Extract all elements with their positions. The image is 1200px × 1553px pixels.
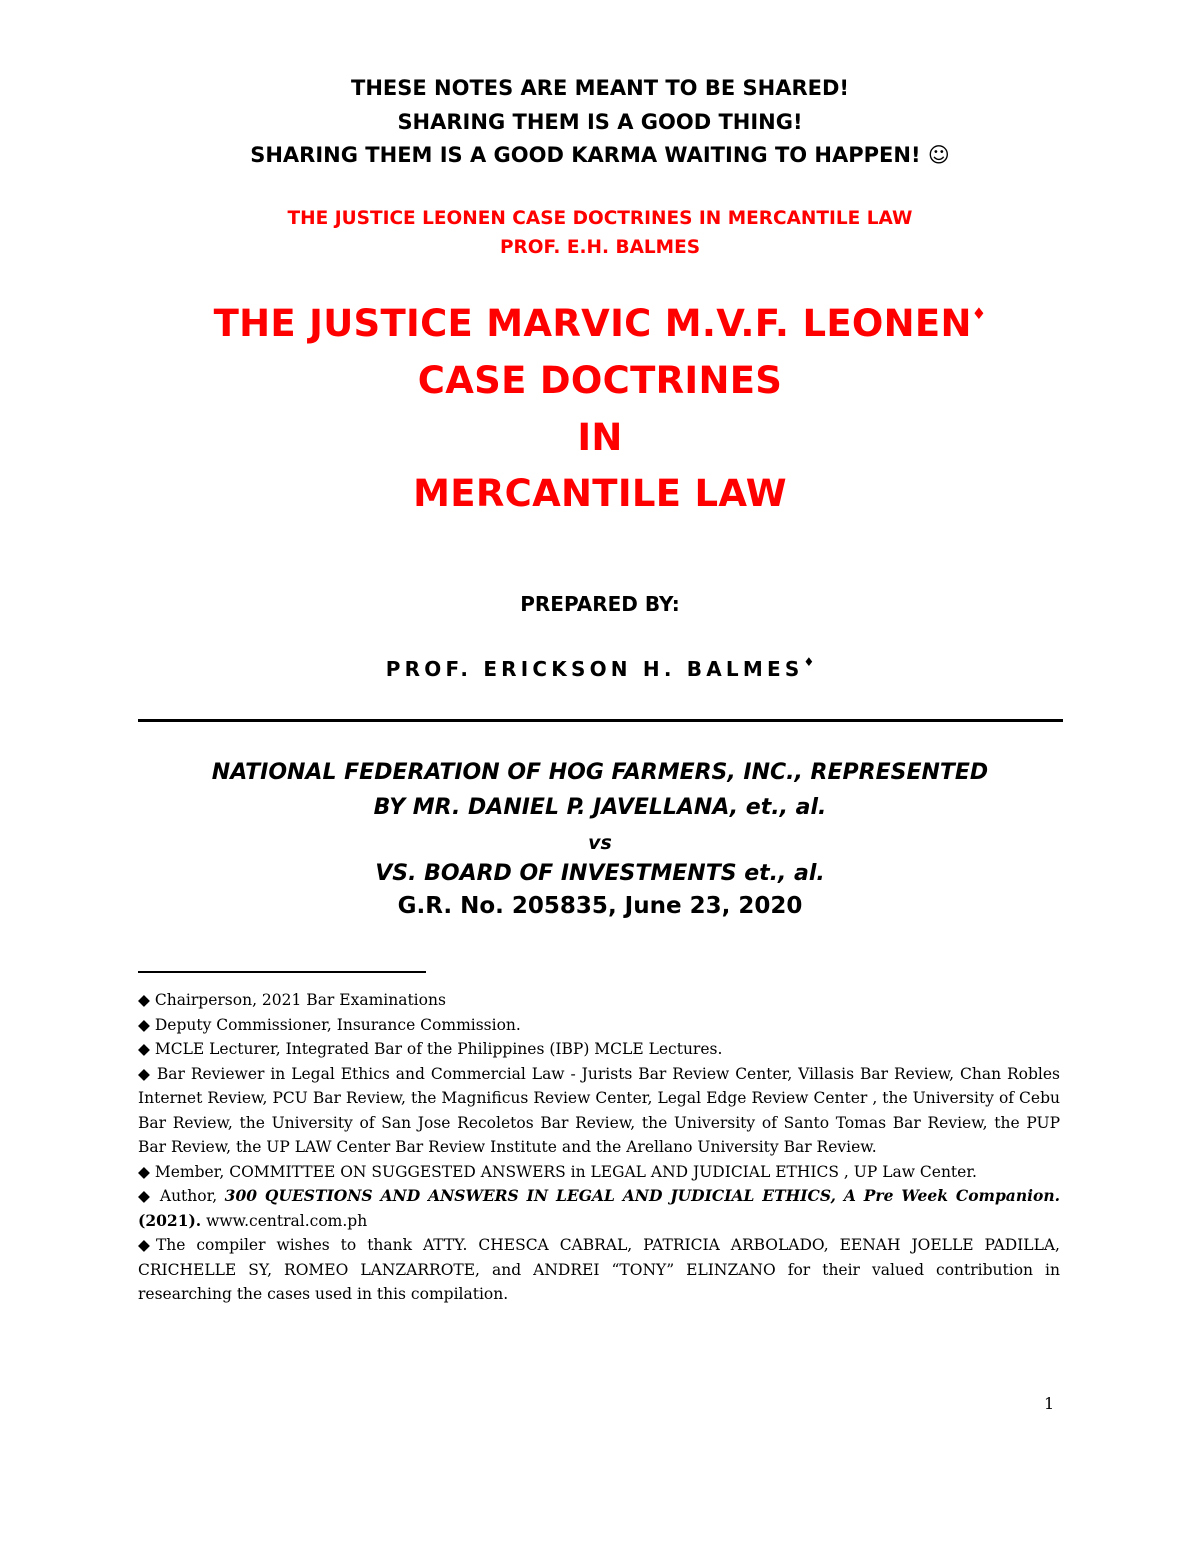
case-respondent: VS. BOARD OF INVESTMENTS et., al. — [375, 861, 825, 886]
diamond-icon: ♦ — [971, 304, 987, 323]
footnote-divider — [138, 971, 426, 973]
banner-line-3: SHARING THEM IS A GOOD KARMA WAITING TO HAPPEN! ☺ — [250, 143, 950, 167]
footnote: ◆ Bar Reviewer in Legal Ethics and Commercial Law - Jurists Bar Review Center, Villasis Bar Review, Chan Robles Internet Review, PCU Bar Review, the Magnificus Review Center, Legal Edge Review Center , the University of Cebu Bar Review, the University of San Jose Recoletos Bar Review, the University of Santo Tomas Bar Review, the PUP Bar Review, the UP LAW Center Bar Review Institute and the Arellano University Bar Review. — [138, 1064, 1060, 1156]
subheader-line-2: PROF. E.H. BALMES — [499, 237, 701, 258]
author-name — [0, 657, 1200, 681]
case-vs: vs — [588, 832, 612, 854]
banner-line-2: SHARING THEM IS A GOOD THING! — [397, 110, 803, 134]
diamond-icon: ♦ — [803, 655, 815, 669]
book-year: (2021). — [138, 1210, 202, 1230]
footnote: ◆ Deputy Commissioner, Insurance Commission. — [138, 1015, 521, 1034]
website-link: www.central.com.ph — [201, 1211, 368, 1230]
book-title: 300 QUESTIONS AND ANSWERS IN LEGAL AND JUDICIAL ETHICS, A Pre Week Companion. — [224, 1186, 1060, 1205]
footnote: ◆ MCLE Lecturer, Integrated Bar of the Philippines (IBP) MCLE Lectures. — [138, 1040, 723, 1058]
title-text: THE JUSTICE MARVIC M.V.F. LEONEN — [213, 302, 972, 345]
footnotes — [138, 988, 1060, 1307]
footnote-thanks: ◆The compiler wishes to thank ATTY. CHESCA CABRAL, PATRICIA ARBOLADO, EENAH JOELLE PADILLA, CRICHELLE SY, ROMEO LANZARROTE, and ANDREI “TONY” ELINZANO for their valued contribution in researching the cases used in this compilation. — [138, 1236, 1060, 1303]
title-line-2: CASE DOCTRINES — [417, 359, 783, 402]
footnote: ◆ Chairperson, 2021 Bar Examinations — [138, 991, 446, 1009]
banner-line-1: THESE NOTES ARE MEANT TO BE SHARED! — [351, 76, 849, 100]
case-petitioner-line-2: BY MR. DANIEL P. JAVELLANA, et., al. — [373, 795, 827, 820]
section-divider — [138, 719, 1063, 722]
prepared-by-label: PREPARED BY: — [520, 592, 680, 616]
title-line-4: MERCANTILE LAW — [413, 472, 787, 515]
title-line-1 — [0, 302, 1200, 345]
footnote: ◆ Member, COMMITTEE ON SUGGESTED ANSWERS in LEGAL AND JUDICIAL ETHICS , UP Law Center. — [138, 1162, 977, 1181]
footnote-author-prefix: ◆ Author, — [138, 1187, 225, 1205]
author-text: PROF. ERICKSON H. BALMES — [385, 657, 804, 681]
footnote-author — [138, 1184, 1060, 1233]
case-gr-number: G.R. No. 205835, June 23, 2020 — [397, 893, 803, 919]
subheader-line-1: THE JUSTICE LEONEN CASE DOCTRINES IN MERCANTILE LAW — [287, 208, 913, 229]
case-petitioner-line-1: NATIONAL FEDERATION OF HOG FARMERS, INC., REPRESENTED — [211, 760, 989, 785]
title-line-3: IN — [577, 416, 623, 459]
page-number: 1 — [1044, 1394, 1055, 1413]
